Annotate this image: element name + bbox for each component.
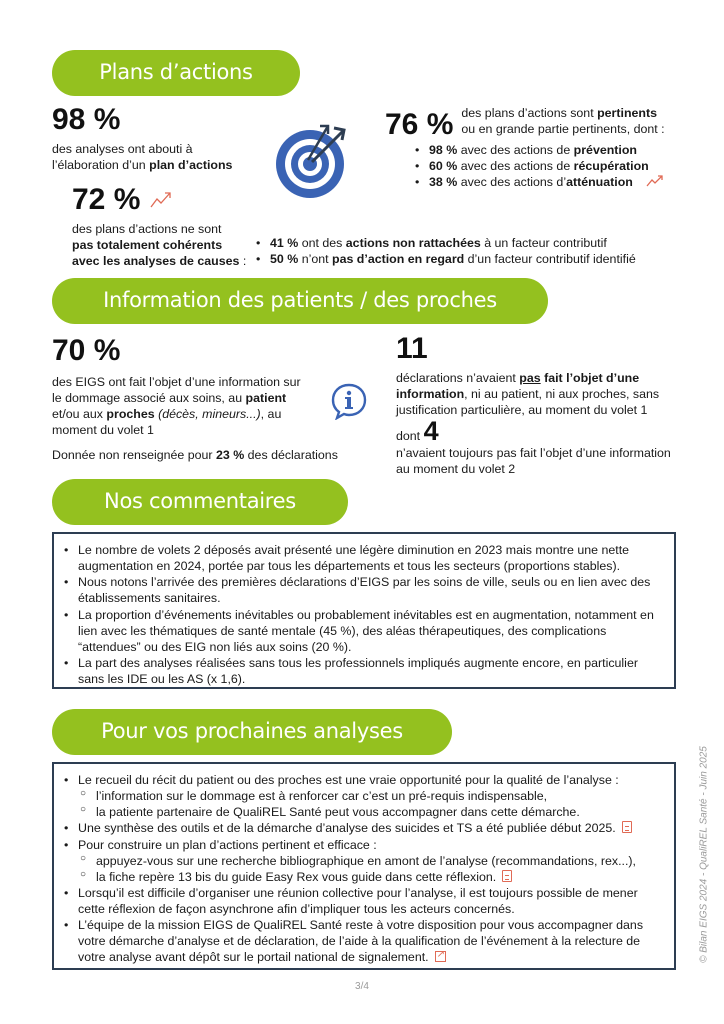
comments-list: [62, 542, 664, 687]
page-number: 3/4: [355, 981, 369, 992]
info-stat-70: [52, 336, 302, 439]
list-item: • Le nombre de volets 2 déposés avait présenté une légère diminution en 2023 mais montre une nette augmentation en 2024, portée par tous les départements et tous les secteurs (proportions stables).: [62, 542, 664, 574]
stat-bullets: [413, 142, 705, 190]
list-item: • Nous notons l’arrivée des premières déclarations d’EIGS par les soins de ville, seuls ou en lien avec des établissements sanitaires.: [62, 574, 664, 606]
comments-box: [52, 532, 676, 689]
info-stat-11: [396, 334, 686, 418]
list-item: • La proportion d’événements inévitables ou probablement inévitables est en augmentation, notamment en lien avec les thématiques de santé mentale (45 %), des aléas thérapeutiques, des complications “attendues” ou des EIG non liés aux soins (20 %).: [62, 607, 664, 655]
list-item: • Lorsqu’il est difficile d’organiser une réunion collective pour l’analyse, il est toujours possible de mener cette réflexion de façon asynchrone afin d’impliquer tous les acteurs concernés.: [62, 885, 664, 917]
plans-stat-76: [385, 105, 705, 190]
next-list: [62, 772, 664, 966]
list-item: ○ l’information sur le dommage est à renforcer car c’est un pré-requis indispensable,: [78, 788, 664, 804]
section-title-next: Pour vos prochaines analyses: [52, 709, 452, 755]
plans-stat-72: [72, 185, 712, 269]
pdf-icon[interactable]: [622, 821, 632, 833]
external-link-icon[interactable]: [435, 951, 446, 962]
list-item: ○ appuyez-vous sur une recherche bibliographique en amont de l’analyse (recommandations, rex...),: [78, 853, 664, 869]
list-item: • 41 % ont des actions non rattachées à un facteur contributif: [254, 235, 636, 251]
sub-list: [78, 853, 664, 885]
list-item: • 60 % avec des actions de récupération: [413, 158, 705, 174]
list-item: ○ la fiche repère 13 bis du guide Easy Rex vous guide dans cette réflexion.: [78, 869, 664, 885]
list-item: • 38 % avec des actions d’atténuation: [413, 174, 705, 190]
list-item: • L’équipe de la mission EIGS de QualiREL Santé reste à votre disposition pour vous accompagner dans votre démarche d’analyse et de déclaration, de l’aide à la qualification de l’événement à la relecture de votre analyse avant dépôt sur le portail national de signalement.↗: [62, 917, 664, 965]
info-chat-icon: [330, 382, 368, 420]
side-credit: © Bilan EIGS 2024 - QualiREL Santé - Juin 2025: [698, 746, 710, 963]
sub-list: [78, 788, 664, 820]
stat-value: 76 %: [385, 108, 454, 141]
section-title-plans: Plans d’actions: [52, 50, 300, 96]
info-stat-4: dont 4 n’avaient toujours pas fait l’objet d’une information au moment du volet 2: [396, 418, 686, 477]
stat-text: des analyses ont abouti à l’élaboration d’un plan d’actions: [52, 142, 233, 173]
list-item: • La part des analyses réalisées sans tous les professionnels impliqués augmente encore, en particulier sans les IDE ou les AS (x 1,6).: [62, 655, 664, 687]
section-title-comments: Nos commentaires: [52, 479, 348, 525]
list-item: • Pour construire un plan d’actions pertinent et efficace : ○ appuyez-vous sur une recherche bibliographique en amont de l’analyse (recommandations, rex...), ○ la fiche repère 13 bis du guide Easy Rex vous guide dans cette réflexion.: [62, 837, 664, 885]
stat-value: 72 %: [72, 183, 141, 216]
stat-text: des plans d’actions ne sont pas totalement cohérents avec les analyses de causes :: [72, 222, 247, 269]
trend-up-icon: [150, 191, 172, 209]
stat-text: déclarations n’avaient pas fait l’objet d’une information, ni au patient, ni aux proches, sans justification particulière, au moment du volet 1: [396, 371, 660, 418]
section-title-info: Information des patients / des proches: [52, 278, 548, 324]
list-item: ○ la patiente partenaire de QualiREL Santé peut vous accompagner dans cette démarche.: [78, 804, 664, 820]
pdf-icon[interactable]: [502, 870, 512, 882]
stat-text: n’avaient toujours pas fait l’objet d’une information au moment du volet 2: [396, 446, 671, 477]
stat-value: 11: [396, 332, 428, 365]
stat-value: 70 %: [52, 334, 121, 367]
list-item: • Une synthèse des outils et de la démarche d’analyse des suicides et TS a été publiée début 2025.: [62, 820, 664, 836]
plans-stat-98: [52, 105, 262, 173]
stat-bullets: [254, 235, 636, 269]
next-box: [52, 762, 676, 970]
stat-value: 4: [423, 416, 439, 446]
stat-text: des EIGS ont fait l’objet d’une information sur le dommage associé aux soins, au patient et/ou aux proches (décès, mineurs...), au moment du volet 1: [52, 375, 301, 438]
list-item: • 98 % avec des actions de prévention: [413, 142, 705, 158]
stat-value: 98 %: [52, 103, 121, 136]
list-item: • Le recueil du récit du patient ou des proches est une vraie opportunité pour la qualité de l’analyse : ○ l’information sur le dommage est à renforcer car c’est un pré-requis indispensable, ○ la patiente partenaire de QualiREL Santé peut vous accompagner dans cette démarche.: [62, 772, 664, 820]
list-item: • 50 % n’ont pas d’action en regard d’un facteur contributif identifié: [254, 251, 636, 267]
stat-text: des plans d’actions sont pertinents ou en grande partie pertinents, dont :: [461, 106, 665, 137]
info-missing-data: Donnée non renseignée pour 23 % des déclarations: [52, 448, 338, 462]
